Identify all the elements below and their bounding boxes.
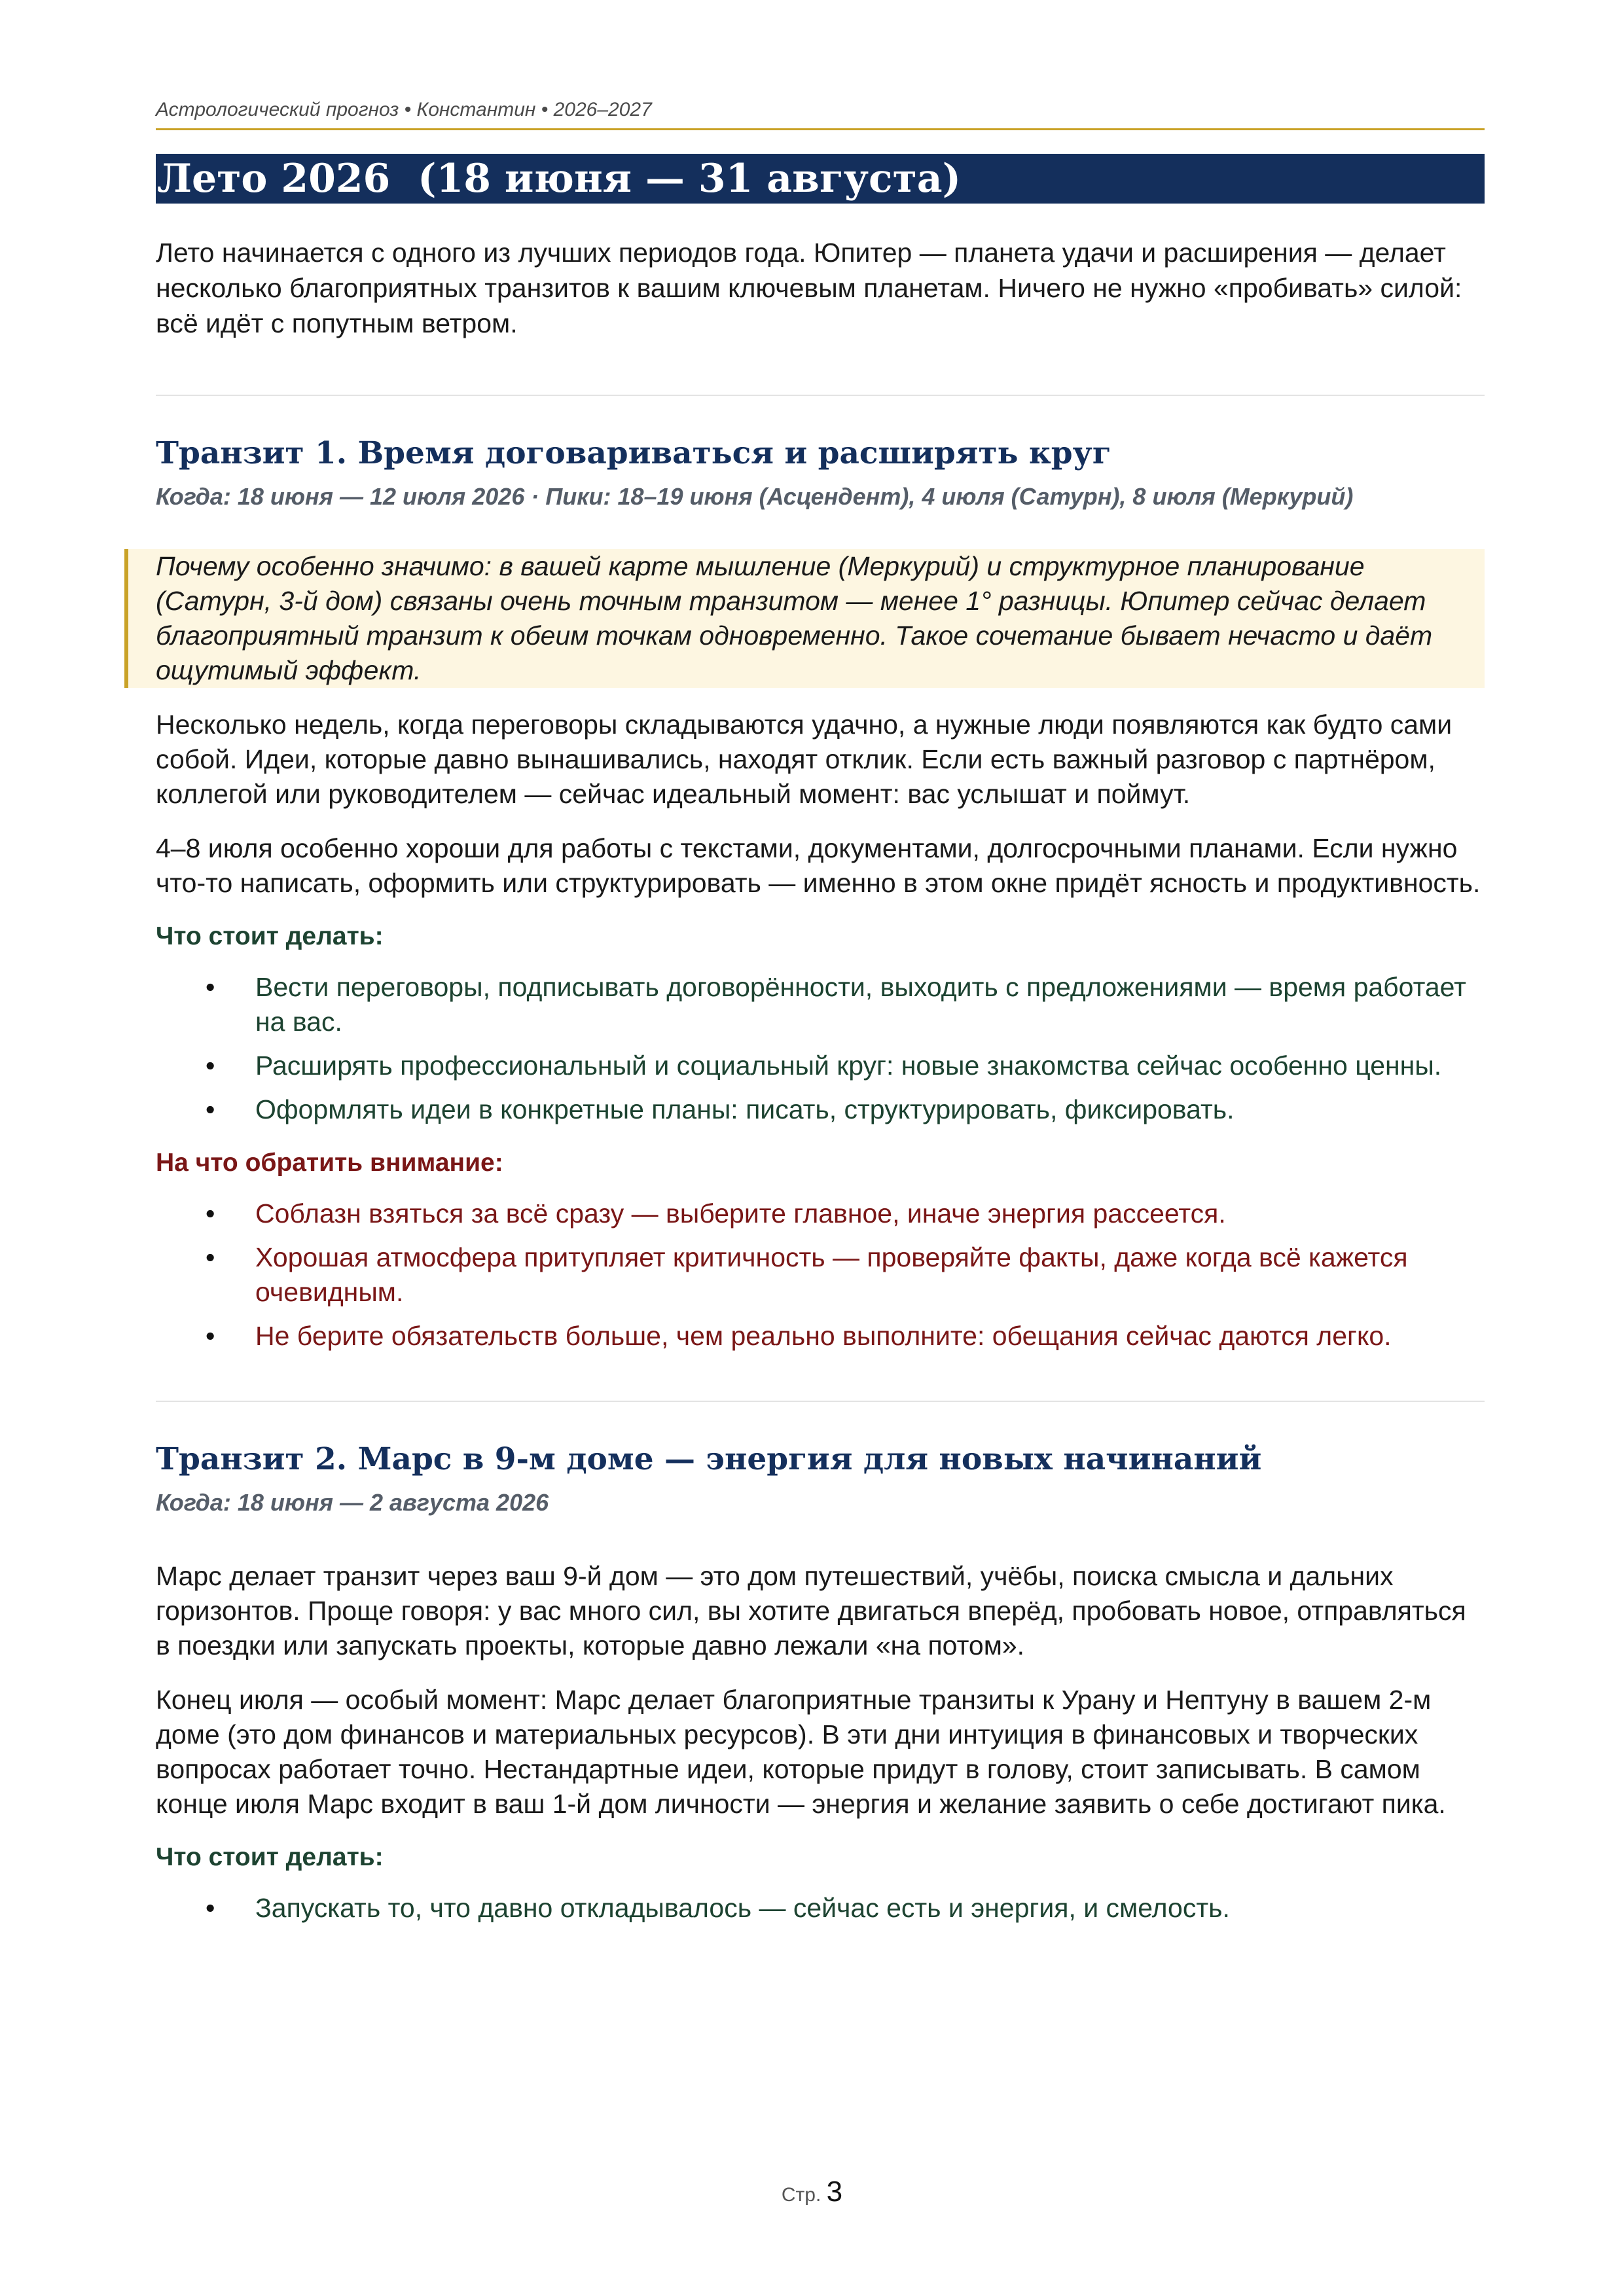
list-item bbox=[156, 970, 1485, 1039]
transit-1-do-list bbox=[156, 970, 1485, 1127]
transit-1-paragraph: 4–8 июля особенно хороши для работы с текстами, документами, долгосрочными планами. Если нужно что-то написать, оформить или структурировать — именно в этом окне придёт ясность и продуктивность. bbox=[156, 833, 1481, 898]
page-label: Стр. bbox=[781, 2184, 821, 2206]
bullet-icon: • bbox=[206, 1242, 215, 1272]
divider bbox=[156, 395, 1485, 396]
list-item-text: Не берите обязательств больше, чем реально выполните: обещания сейчас даются легко. bbox=[255, 1321, 1392, 1351]
section-title: Лето 2026 (18 июня — 31 августа) bbox=[156, 154, 1485, 204]
list-item-text: Соблазн взяться за всё сразу — выберите главное, иначе энергия рассеется. bbox=[255, 1198, 1226, 1229]
list-item bbox=[156, 1092, 1485, 1127]
transit-2-paragraph: Конец июля — особый момент: Марс делает благоприятные транзиты к Урану и Нептуну в вашем 2-м доме (это дом финансов и материальных ресурсов). В эти дни интуиция в финансовых и творческих вопросах работает точно. Нестандартные идеи, которые придут в голову, стоит записывать. В самом конце июля Марс входит в ваш 1-й дом личности — энергия и желание заявить о себе достигают пика. bbox=[156, 1685, 1446, 1819]
transit-2-when: Когда: 18 июня — 2 августа 2026 bbox=[156, 1489, 549, 1516]
divider bbox=[156, 1401, 1485, 1402]
list-item-text: Хорошая атмосфера притупляет критичность — проверяйте факты, даже когда всё кажется очевидным. bbox=[255, 1242, 1408, 1307]
section-intro: Лето начинается с одного из лучших периодов года. Юпитер — планета удачи и расширения — делает несколько благоприятных транзитов к вашим ключевым планетам. Ничего не нужно «пробивать» силой: всё идёт с попутным ветром. bbox=[156, 238, 1462, 338]
bullet-icon: • bbox=[206, 1198, 215, 1229]
page-number: 3 bbox=[826, 2176, 843, 2208]
transit-1-do-heading: Что стоит делать: bbox=[156, 922, 384, 950]
bullet-icon: • bbox=[206, 972, 215, 1002]
transit-1-title: Транзит 1. Время договариваться и расширять круг bbox=[156, 435, 1111, 471]
list-item-text: Расширять профессиональный и социальный круг: новые знакомства сейчас особенно ценны. bbox=[255, 1050, 1442, 1081]
running-header: Астрологический прогноз • Константин • 2026–2027 bbox=[156, 98, 1485, 130]
transit-2-do-heading: Что стоит делать: bbox=[156, 1843, 384, 1871]
list-item bbox=[156, 1196, 1485, 1231]
list-item-text: Запускать то, что давно откладывалось — сейчас есть и энергия, и смелость. bbox=[255, 1893, 1230, 1923]
bullet-icon: • bbox=[206, 1094, 215, 1124]
list-item bbox=[156, 1319, 1485, 1354]
list-item bbox=[156, 1240, 1485, 1310]
list-item bbox=[156, 1891, 1485, 1926]
bullet-icon: • bbox=[206, 1321, 215, 1351]
transit-1-when: Когда: 18 июня — 12 июля 2026 · Пики: 18–19 июня (Асцендент), 4 июля (Сатурн), 8 июля (Меркурий) bbox=[156, 483, 1354, 510]
document-page bbox=[156, 98, 1485, 1935]
bullet-icon: • bbox=[206, 1893, 215, 1923]
transit-1-paragraph: Несколько недель, когда переговоры складываются удачно, а нужные люди появляются как будто сами собой. Идеи, которые давно вынашивались, находят отклик. Если есть важный разговор с партнёром, коллегой или руководителем — сейчас идеальный момент: вас услышат и поймут. bbox=[156, 709, 1453, 809]
bullet-icon: • bbox=[206, 1050, 215, 1081]
page-footer bbox=[0, 2176, 1624, 2208]
list-item bbox=[156, 1049, 1485, 1083]
transit-1-warn-heading: На что обратить внимание: bbox=[156, 1149, 503, 1177]
transit-1-block bbox=[156, 434, 1485, 1354]
transit-2-title: Транзит 2. Марс в 9-м доме — энергия для новых начинаний bbox=[156, 1441, 1262, 1477]
transit-1-callout: Почему особенно значимо: в вашей карте мышление (Меркурий) и структурное планирование (Сатурн, 3-й дом) связаны очень точным транзитом — менее 1° разницы. Юпитер сейчас делает благоприятный транзит к обеим точкам одновременно. Такое сочетание бывает нечасто и даёт ощутимый эффект. bbox=[124, 549, 1485, 688]
list-item-text: Вести переговоры, подписывать договорённости, выходить с предложениями — время работает на вас. bbox=[255, 972, 1466, 1037]
list-item-text: Оформлять идеи в конкретные планы: писать, структурировать, фиксировать. bbox=[255, 1094, 1235, 1124]
transit-2-block bbox=[156, 1440, 1485, 1926]
transit-2-do-list bbox=[156, 1891, 1485, 1926]
transit-1-warn-list bbox=[156, 1196, 1485, 1354]
transit-2-paragraph: Марс делает транзит через ваш 9-й дом — это дом путешествий, учёбы, поиска смысла и дальних горизонтов. Проще говоря: у вас много сил, вы хотите двигаться вперёд, пробовать новое, отправляться в поездки или запускать проекты, которые давно лежали «на потом». bbox=[156, 1561, 1466, 1660]
